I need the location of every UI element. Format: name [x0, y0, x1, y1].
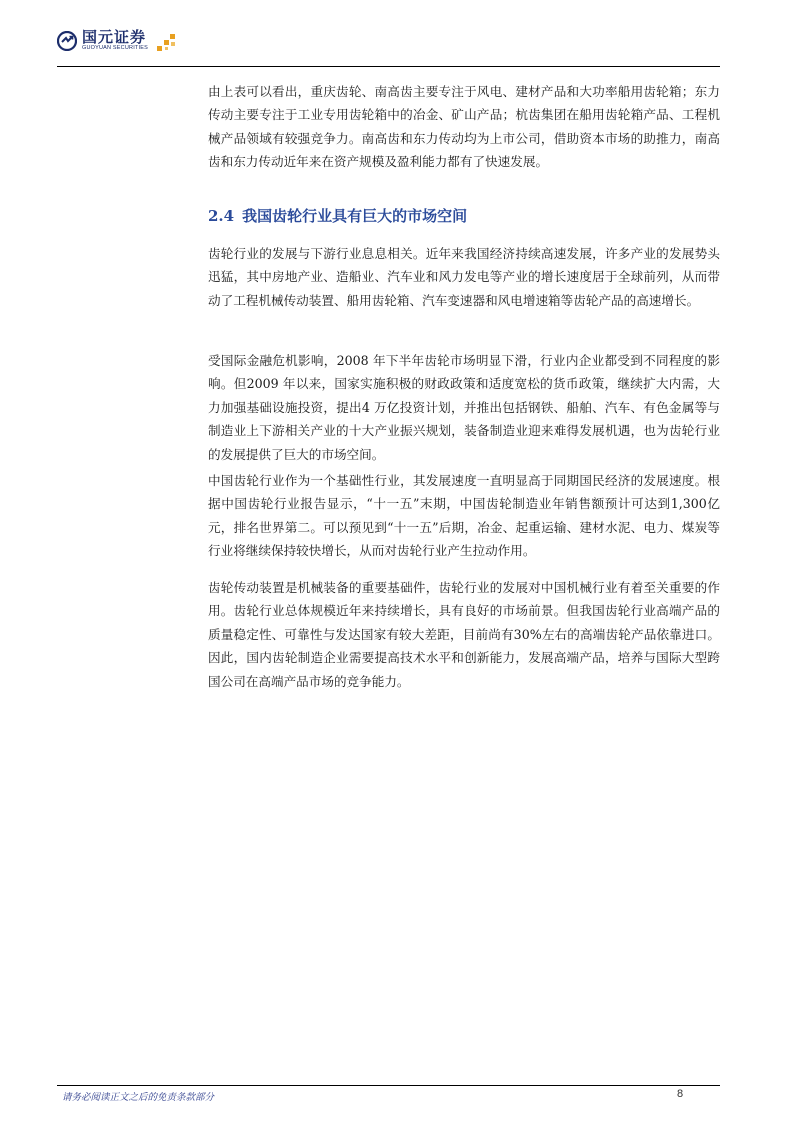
- company-logo: [57, 30, 148, 52]
- paragraph-4: 中国齿轮行业作为一个基础性行业，其发展速度一直明显高于同期国民经济的发展速度。根据中国齿轮行业报告显示，“十一五”末期，中国齿轮制造业年销售额预计可达到1,300亿元，排名世界第二。可以预见到“十一五”后期，冶金、起重运输、建材水泥、电力、煤炭等行业将继续保持较快增长，从而对齿轮行业产生拉动作用。: [208, 473, 720, 559]
- paragraph-3: 受国际金融危机影响，2008 年下半年齿轮市场明显下滑，行业内企业都受到不同程度的影响。但2009 年以来，国家实施积极的财政政策和适度宽松的货币政策，继续扩大内需，大力加强基础设施投资，提出4 万亿投资计划，并推出包括钢铁、船舶、汽车、有色金属等与制造业上下游相关产业的十大产业振兴规划，装备制造业迎来难得发展机遇，也为齿轮行业的发展提供了巨大的市场空间。: [208, 353, 720, 462]
- logo-decoration-squares-icon: [155, 34, 179, 52]
- header-divider: [57, 66, 720, 67]
- footer-disclaimer: 请务必阅读正文之后的免责条款部分: [62, 1092, 215, 1103]
- paragraph-block-3: [208, 349, 720, 466]
- section-number: 2.4: [208, 207, 235, 225]
- paragraph-block-2: [208, 242, 720, 312]
- paragraph-block-4: [208, 469, 720, 563]
- logo-english-name: GUOYUAN SECURITIES: [82, 45, 148, 51]
- section-heading: [208, 205, 467, 226]
- page-number: 8: [677, 1088, 684, 1100]
- paragraph-2: 齿轮行业的发展与下游行业息息相关。近年来我国经济持续高速发展，许多产业的发展势头迅猛，其中房地产业、造船业、汽车业和风力发电等产业的增长速度居于全球前列，从而带动了工程机械传动装置、船用齿轮箱、汽车变速器和风电增速箱等齿轮产品的高速增长。: [208, 246, 720, 308]
- guoyuan-logo-icon: [57, 31, 77, 51]
- paragraph-1: 由上表可以看出，重庆齿轮、南高齿主要专注于风电、建材产品和大功率船用齿轮箱；东力传动主要专注于工业专用齿轮箱中的冶金、矿山产品；杭齿集团在船用齿轮箱产品、工程机械产品领域有较强竞争力。南高齿和东力传动均为上市公司，借助资本市场的助推力，南高齿和东力传动近年来在资产规模及盈利能力都有了快速发展。: [208, 84, 720, 170]
- logo-chinese-name: 国元证券: [82, 28, 147, 46]
- page-header: [0, 0, 794, 70]
- section-title-text: 我国齿轮行业具有巨大的市场空间: [242, 207, 468, 225]
- intro-paragraph-block: [208, 80, 720, 174]
- paragraph-block-5: [208, 576, 720, 693]
- footer-divider: [57, 1085, 720, 1086]
- paragraph-5: 齿轮传动装置是机械装备的重要基础件，齿轮行业的发展对中国机械行业有着至关重要的作用。齿轮行业总体规模近年来持续增长，具有良好的市场前景。但我国齿轮行业高端产品的质量稳定性、可靠性与发达国家有较大差距，目前尚有30%左右的高端齿轮产品依靠进口。因此，国内齿轮制造企业需要提高技术水平和创新能力，发展高端产品，培养与国际大型跨国公司在高端产品市场的竞争能力。: [208, 580, 720, 689]
